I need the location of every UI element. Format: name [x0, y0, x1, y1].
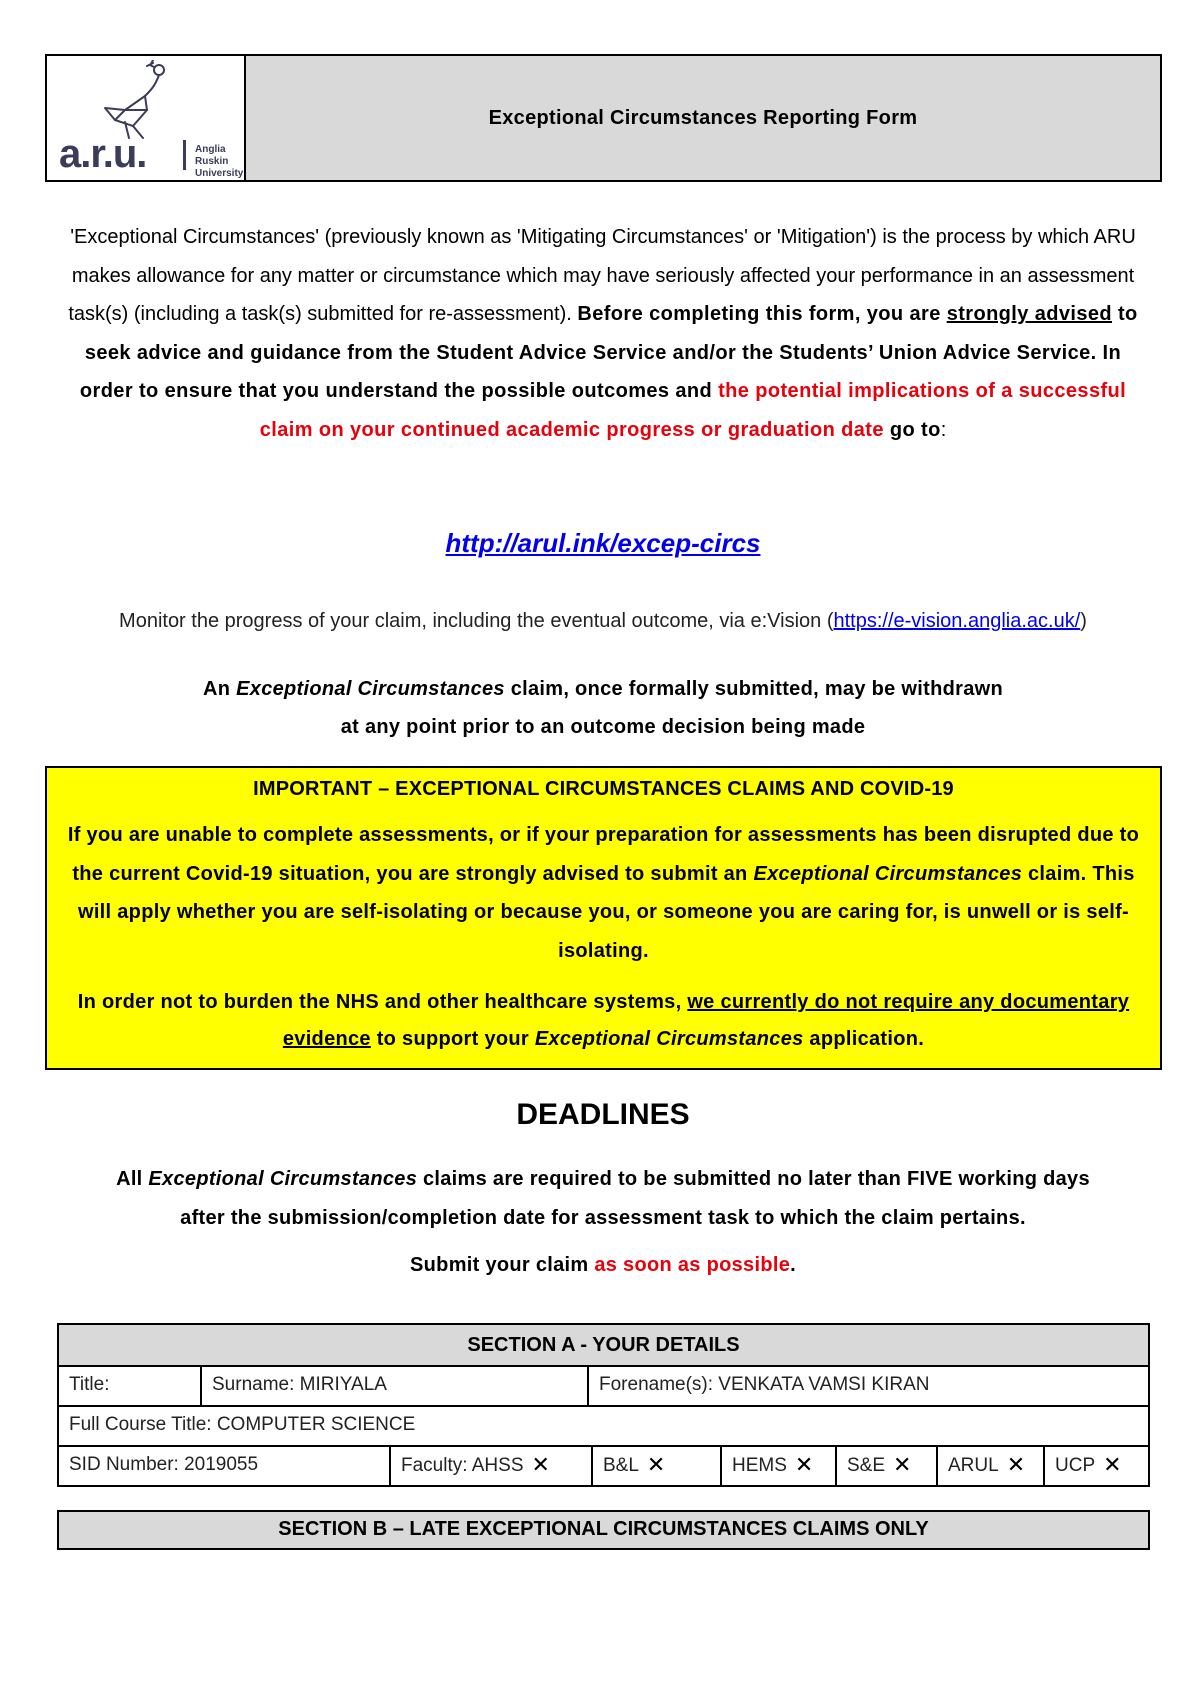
submit-asap-line: Submit your claim as soon as possible. — [410, 1254, 796, 1276]
important-paragraph-2: In order not to burden the NHS and other healthcare systems, we currently do not require any documentary evidence to support your Exceptional Circumstances application. — [77, 991, 1130, 1050]
logo-wordmark: a.r.u. — [59, 132, 147, 176]
sid-faculty-row — [59, 1447, 1148, 1485]
form-header — [45, 54, 1162, 182]
ahss-cross-icon: ✕ — [531, 1452, 550, 1477]
deadlines-text: All Exceptional Circumstances claims are required to be submitted no later than FIVE working days after the submission/completion date for assessment task to which the claim pertains. — [116, 1168, 1090, 1229]
hems-cross-icon: ✕ — [794, 1452, 814, 1477]
covid-important-box — [45, 766, 1162, 1070]
heron-logo-icon — [55, 60, 175, 140]
monitor-text: Monitor the progress of your claim, including the eventual outcome, via e:Vision (https://e-vision.anglia.ac.uk/) — [119, 610, 1087, 632]
section-a-table — [57, 1323, 1150, 1487]
faculty-arul[interactable]: ARUL ✕ — [938, 1447, 1045, 1485]
surname-field[interactable]: Surname: MIRIYALA — [202, 1367, 589, 1405]
faculty-se[interactable]: S&E ✕ — [837, 1447, 938, 1485]
section-b-heading: SECTION B – LATE EXCEPTIONAL CIRCUMSTANCES CLAIMS ONLY — [57, 1510, 1150, 1550]
intro-paragraph: 'Exceptional Circumstances' (previously known as 'Mitigating Circumstances' or 'Mitigation') is the process by which ARU makes allowance for any matter or circumstance which may have seriously affected your performance in an assessment task(s) (including a task(s) submitted for re-assessment). Before completing this form, you are strongly advised to seek advice and guidance from the Student Advice Service and/or the Students’ Union Advice Service. In order to ensure that you understand the possible outcomes and the potential implications of a successful claim on your continued academic progress or graduation date go to: — [68, 226, 1138, 441]
section-a-heading: SECTION A - YOUR DETAILS — [59, 1325, 1148, 1367]
faculty-bl[interactable]: B&L ✕ — [593, 1447, 722, 1485]
aru-logo — [47, 56, 246, 180]
faculty-ahss[interactable]: Faculty: AHSS ✕ — [391, 1447, 593, 1485]
faculty-hems[interactable]: HEMS ✕ — [722, 1447, 837, 1485]
course-title-field[interactable]: Full Course Title: COMPUTER SCIENCE — [69, 1414, 416, 1435]
faculty-ucp[interactable]: UCP ✕ — [1045, 1447, 1148, 1485]
ucp-cross-icon: ✕ — [1103, 1452, 1122, 1477]
se-cross-icon: ✕ — [893, 1452, 912, 1477]
evision-link[interactable]: https://e-vision.anglia.ac.uk/ — [833, 610, 1081, 632]
sid-number-field[interactable]: SID Number: 2019055 — [59, 1447, 391, 1485]
logo-divider — [183, 140, 186, 170]
arul-cross-icon: ✕ — [1006, 1452, 1026, 1477]
course-row — [59, 1407, 1148, 1447]
logo-university-name: Anglia Ruskin University — [195, 144, 244, 179]
forenames-field[interactable]: Forename(s): VENKATA VAMSI KIRAN — [599, 1374, 930, 1395]
name-row — [59, 1367, 1148, 1407]
withdraw-notice: An Exceptional Circumstances claim, once formally submitted, may be withdrawn at any point prior to an outcome decision being made — [203, 678, 1003, 738]
deadlines-heading: DEADLINES — [516, 1098, 690, 1131]
title-field[interactable]: Title: — [59, 1367, 202, 1405]
important-paragraph-1: If you are unable to complete assessments, or if your preparation for assessments has been disrupted due to the current Covid-19 situation, you are strongly advised to submit an Exceptional Circumstances claim. This will apply whether you are self-isolating or because you, or someone you are caring for, is unwell or is self-isolating. — [67, 824, 1140, 962]
exceptional-circs-link[interactable]: http://arul.ink/excep-circs — [445, 528, 761, 558]
important-heading: IMPORTANT – EXCEPTIONAL CIRCUMSTANCES CLAIMS AND COVID-19 — [253, 778, 954, 800]
bl-cross-icon: ✕ — [646, 1452, 666, 1477]
form-title: Exceptional Circumstances Reporting Form — [246, 56, 1160, 180]
